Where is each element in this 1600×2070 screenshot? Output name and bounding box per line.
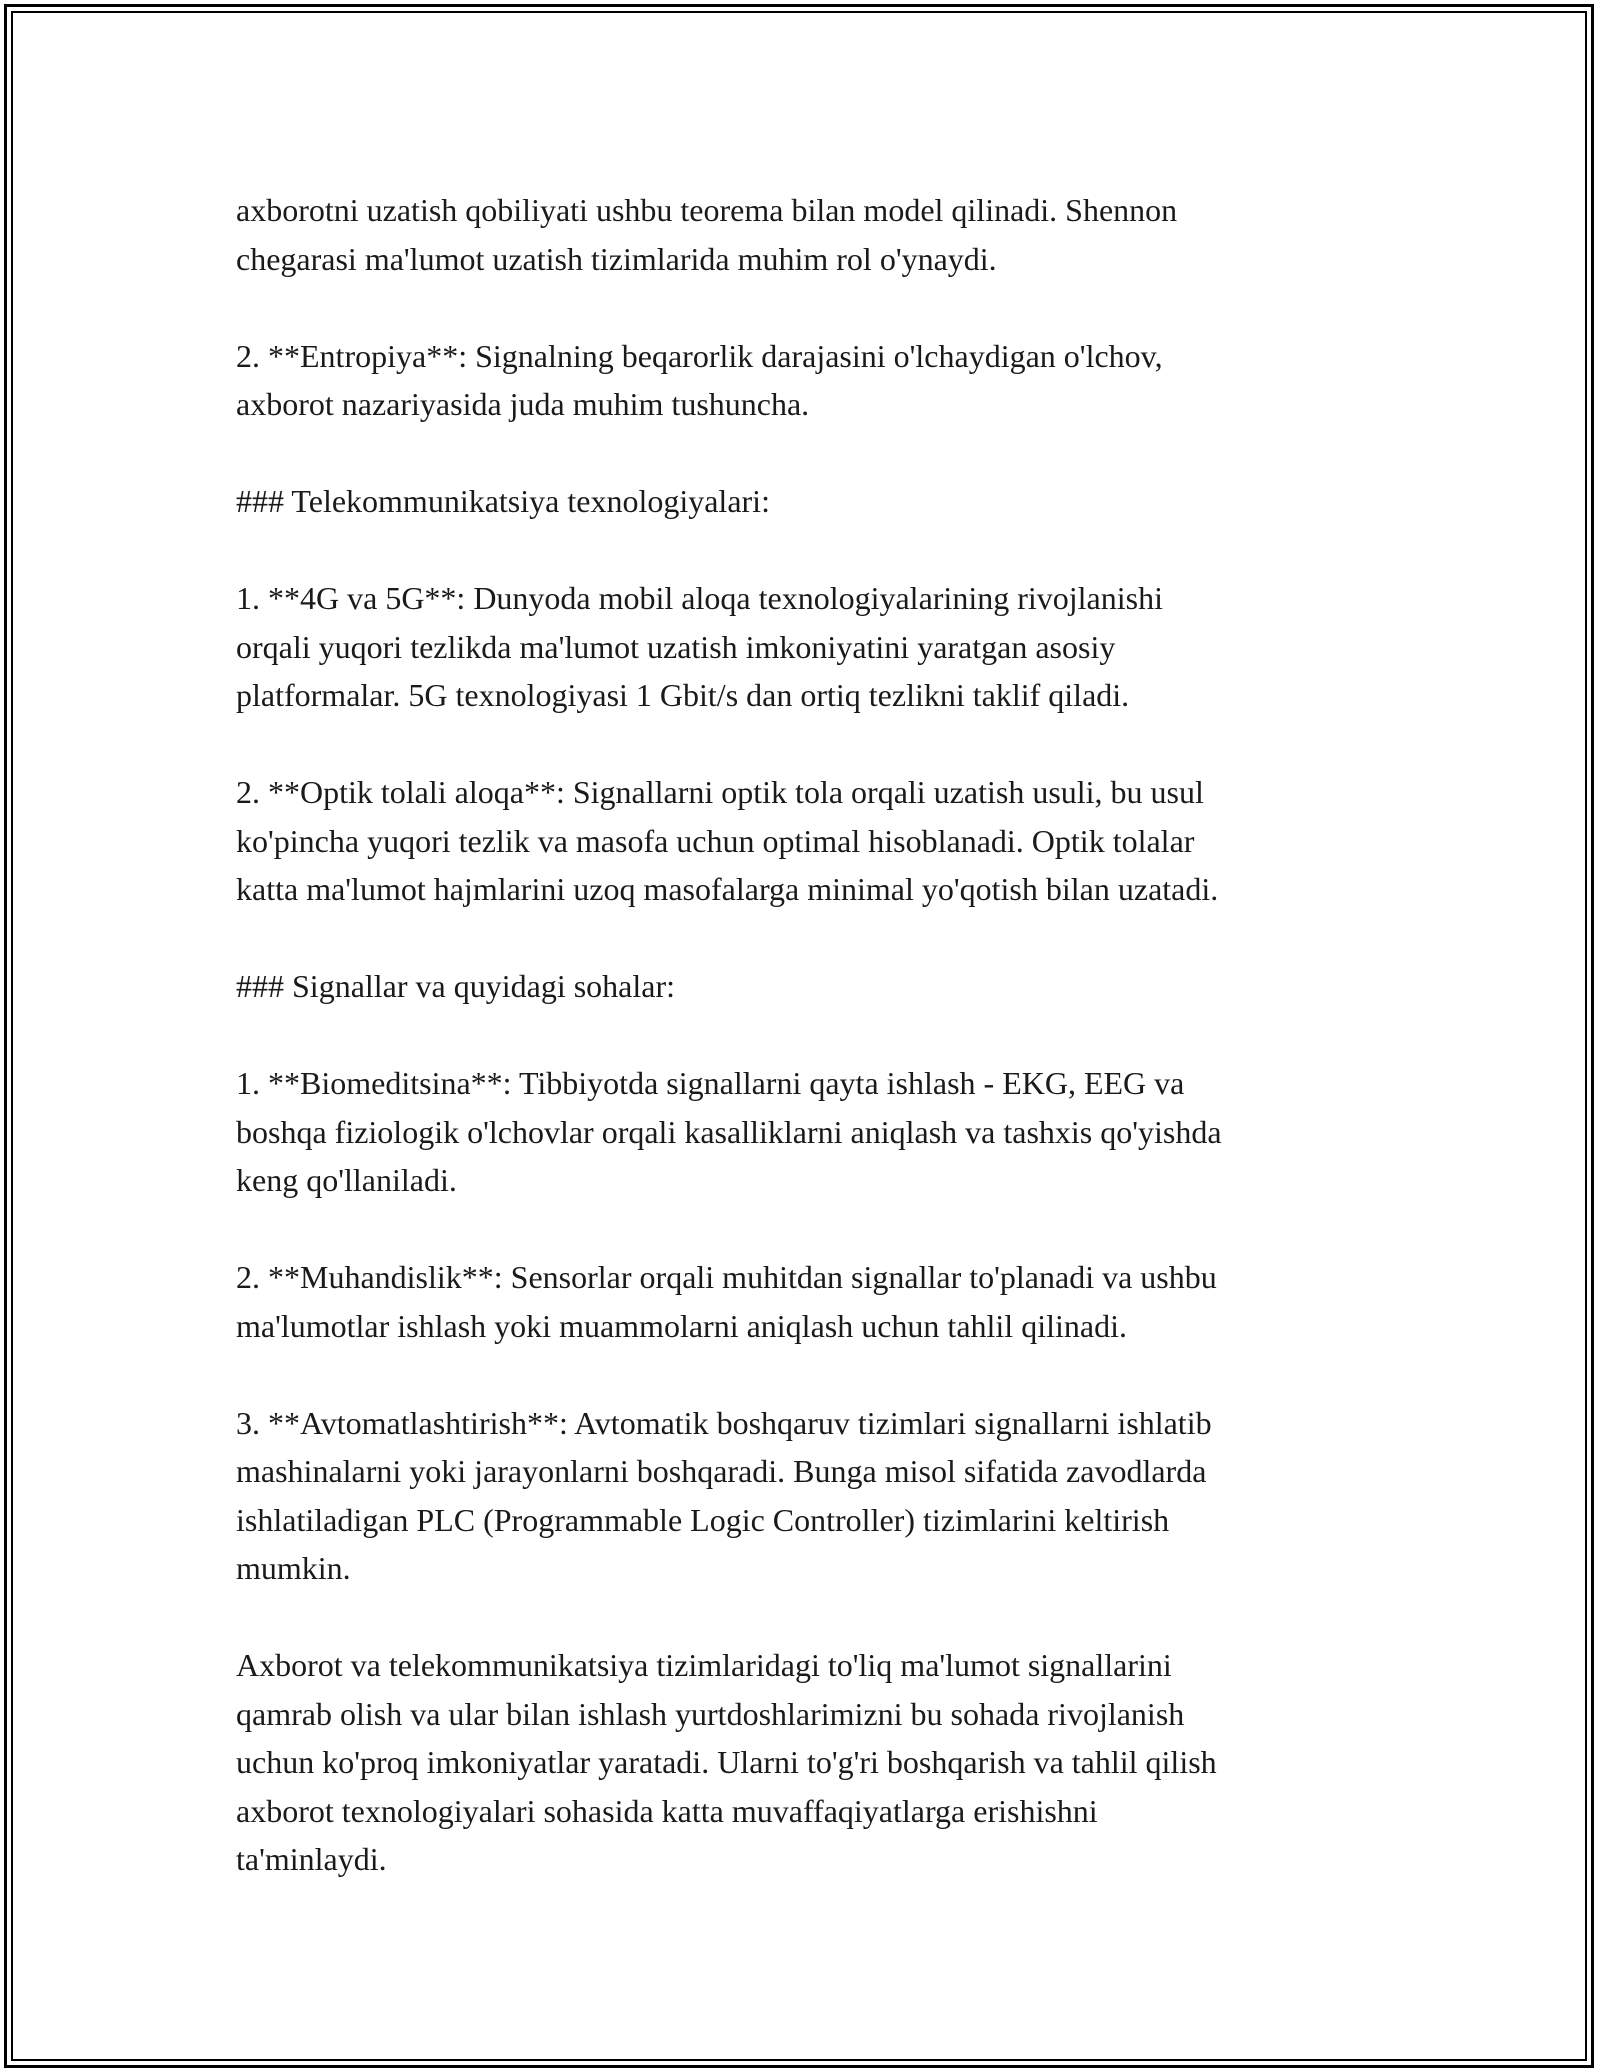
heading-telecom-technologies: ### Telekommunikatsiya texnologiyalari: [236, 483, 770, 519]
paragraph-4g-5g: 1. **4G va 5G**: Dunyoda mobil aloqa texnologiyalarining rivojlanishi orqali yuqori tezlikda ma'lumot uzatish imkoniyatini yaratgan asosiy platformalar. 5G texnologiyasi 1 Gbit/s dan ortiq tezlikni taklif qiladi. [236, 580, 1163, 713]
heading-signal-fields: ### Signallar va quyidagi sohalar: [236, 968, 676, 1004]
paragraph-conclusion: Axborot va telekommunikatsiya tizimlaridagi to'liq ma'lumot signallarini qamrab olish va ular bilan ishlash yurtdoshlarimizni bu sohada rivojlanish uchun ko'proq imkoniyatlar yaratadi. Ularni to'g'ri boshqarish va tahlil qilish axborot texnologiyalari sohasida katta muvaffaqiyatlarga erishishni ta'minlaydi. [236, 1647, 1217, 1877]
paragraph-automation: 3. **Avtomatlashtirish**: Avtomatik boshqaruv tizimlari signallarni ishlatib mashinalarni yoki jarayonlarni boshqaradi. Bunga misol sifatida zavodlarda ishlatiladigan PLC (Programmable Logic Controller) tizimlarini keltirish mumkin. [236, 1404, 1212, 1586]
paragraph-biomedicine: 1. **Biomeditsina**: Tibbiyotda signallarni qayta ishlash - EKG, EEG va boshqa fiziologik o'lchovlar orqali kasalliklarni aniqlash va tashxis qo'yishda keng qo'llaniladi. [236, 1065, 1222, 1198]
paragraph-engineering: 2. **Muhandislik**: Sensorlar orqali muhitdan signallar to'planadi va ushbu ma'lumotlar ishlash yoki muammolarni aniqlash uchun tahlil qilinadi. [236, 1259, 1217, 1344]
document-body [236, 186, 1386, 1884]
paragraph-optical-fiber: 2. **Optik tolali aloqa**: Signallarni optik tola orqali uzatish usuli, bu usul ko'pincha yuqori tezlik va masofa uchun optimal hisoblanadi. Optik tolalar katta ma'lumot hajmlarini uzoq masofalarga minimal yo'qotish bilan uzatadi. [236, 774, 1219, 907]
paragraph-entropy: 2. **Entropiya**: Signalning beqarorlik darajasini o'lchaydigan o'lchov, axborot nazariyasida juda muhim tushuncha. [236, 337, 1163, 422]
paragraph-shannon-limit: axborotni uzatish qobiliyati ushbu teorema bilan model qilinadi. Shennon chegarasi ma'lumot uzatish tizimlarida muhim rol o'ynaydi. [236, 192, 1178, 277]
